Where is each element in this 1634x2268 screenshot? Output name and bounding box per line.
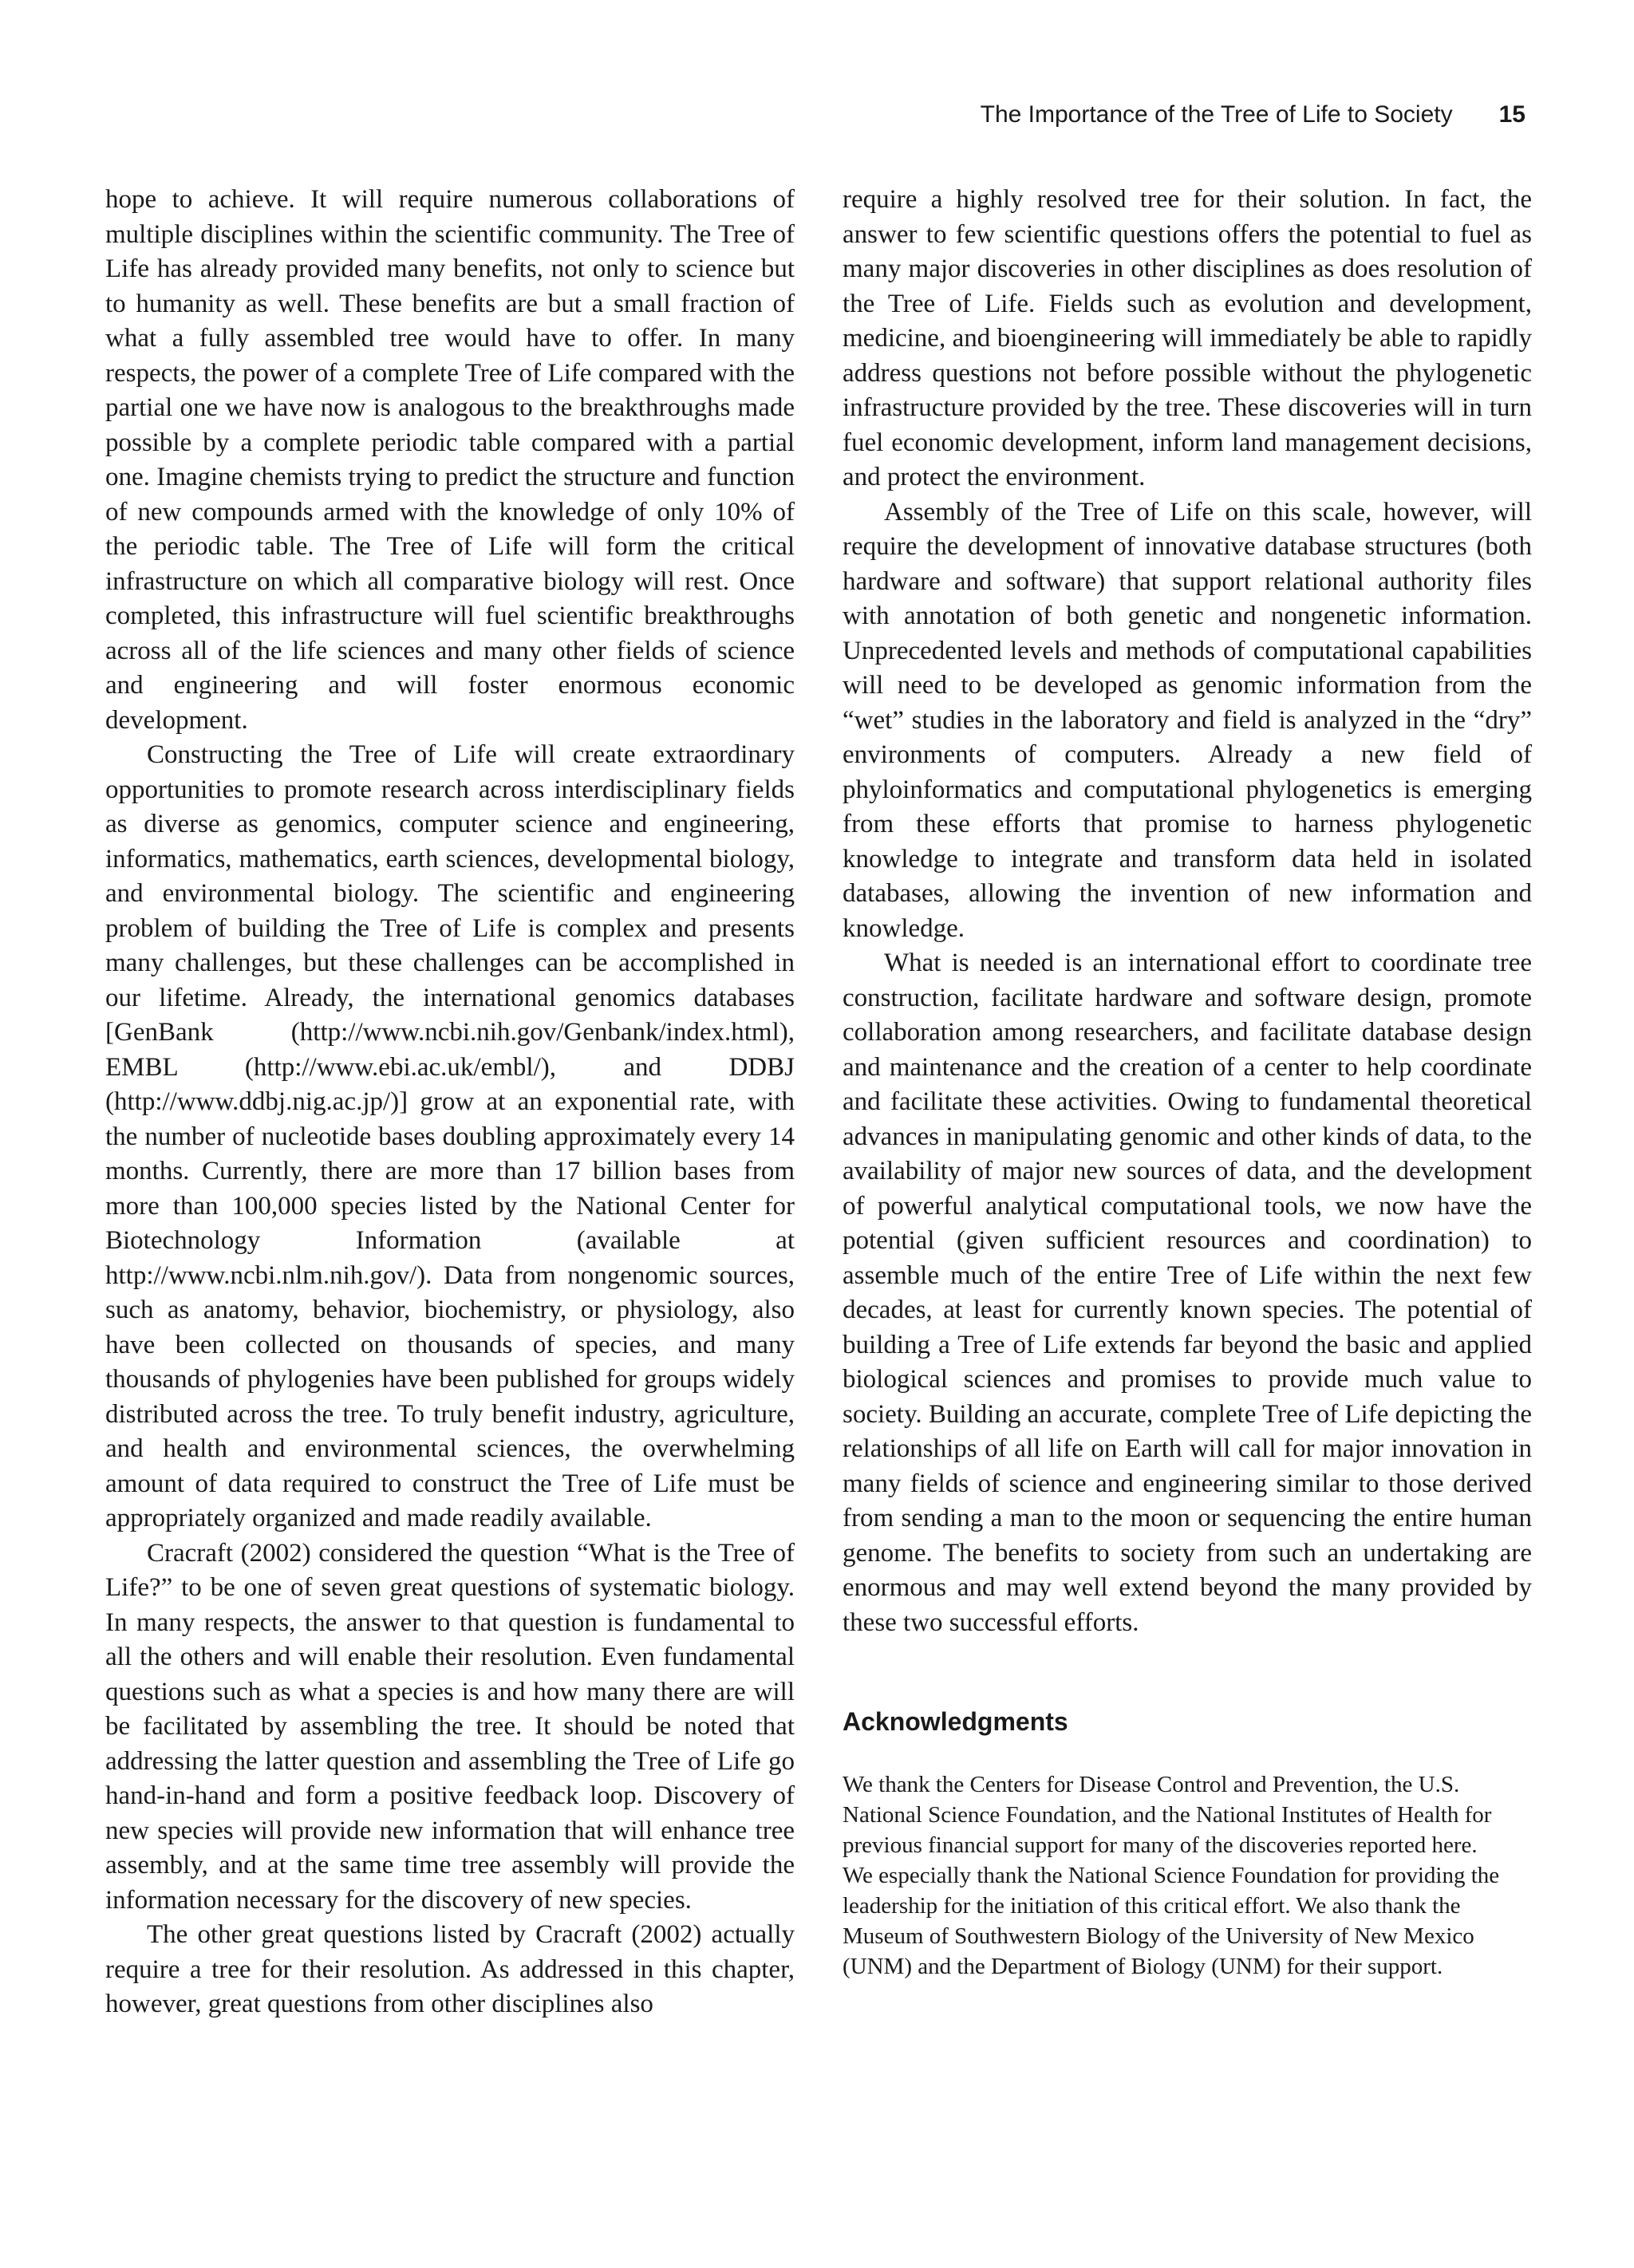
right-column	[843, 183, 1532, 1982]
paragraph: The other great questions listed by Cracraft (2002) actually require a tree for their resolution. As addressed in this chapter, however, great questions from other disciplines also	[105, 1920, 795, 2018]
acknowledgments-text: We thank the Centers for Disease Control and Prevention, the U.S. National Science Foundation, and the National Institutes of Health for previous financial support for many of the discoveries reported here. We especially thank the National Science Foundation for providing the leadership for the initiation of this critical effort. We also thank the Museum of Southwestern Biology of the University of New Mexico (UNM) and the Department of Biology (UNM) for their support.	[843, 1772, 1500, 1979]
running-header	[798, 99, 1525, 131]
paragraph: Cracraft (2002) considered the question “What is the Tree of Life?” to be one of seven great questions of systematic biology. In many respects, the answer to that question is fundamental to all the others and will enable their resolution. Even fundamental questions such as what a species is and how many there are will be facilitated by assembling the tree. It should be noted that addressing the latter question and assembling the Tree of Life go hand-in-hand and form a positive feedback loop. Discovery of new species will provide new information that will enhance tree assembly, and at the same time tree assembly will provide the information necessary for the discovery of new species.	[105, 1538, 795, 1915]
acknowledgments-heading: Acknowledgments	[843, 1707, 1068, 1736]
paragraph: Constructing the Tree of Life will create extraordinary opportunities to promote research across interdisciplinary fields as diverse as genomics, computer science and engineering, informatics, mathematics, earth sciences, developmental biology, and environmental biology. The scientific and engineering problem of building the Tree of Life is complex and presents many challenges, but these challenges can be accomplished in our lifetime. Already, the international genomics databases [GenBank (http://www.ncbi.nih.gov/Genbank/index.html), EMBL (http://www.ebi.ac.uk/embl/), and DDBJ (http://www.ddbj.nig.ac.jp/)] grow at an exponential rate, with the number of nucleotide bases doubling approximately every 14 months. Currently, there are more than 17 billion bases from more than 100,000 species listed by the National Center for Biotechnology Information (available at http://www.ncbi.nlm.nih.gov/). Data from nongenomic sources, such as anatomy, behavior, biochemistry, or physiology, also have been collected on thousands of species, and many thousands of phylogenies have been published for groups widely distributed across the tree. To truly benefit industry, agriculture, and health and environmental sciences, the overwhelming amount of data required to construct the Tree of Life must be appropriately organized and made readily available.	[105, 740, 795, 1532]
paragraph: hope to achieve. It will require numerous collaborations of multiple disciplines within the scientific community. The Tree of Life has already provided many benefits, not only to science but to humanity as well. These benefits are but a small fraction of what a fully assembled tree would have to offer. In many respects, the power of a complete Tree of Life compared with the partial one we have now is analogous to the breakthroughs made possible by a complete periodic table compared with a partial one. Imagine chemists trying to predict the structure and function of new compounds armed with the knowledge of only 10% of the periodic table. The Tree of Life will form the critical infrastructure on which all comparative biology will rest. Once completed, this infrastructure will fuel scientific breakthroughs across all of the life sciences and many other fields of science and engineering and will foster enormous economic development.	[105, 185, 795, 735]
running-title: The Importance of the Tree of Life to Society	[980, 101, 1453, 128]
paragraph: What is needed is an international effort to coordinate tree construction, facilitate hardware and software design, promote collaboration among researchers, and facilitate database design and maintenance and the creation of a center to help coordinate and facilitate these activities. Owing to fundamental theoretical advances in manipulating genomic and other kinds of data, to the availability of major new sources of data, and the development of powerful analytical computational tools, we now have the potential (given sufficient resources and coordination) to assemble much of the entire Tree of Life within the next few decades, at least for currently known species. The potential of building a Tree of Life extends far beyond the basic and applied biological sciences and promises to provide much value to society. Building an accurate, complete Tree of Life depicting the relationships of all life on Earth will call for major innovation in many fields of science and engineering similar to those derived from sending a man to the moon or sequencing the entire human genome. The benefits to society from such an undertaking are enormous and may well extend beyond the many provided by these two successful efforts.	[843, 949, 1532, 1637]
paragraph: Assembly of the Tree of Life on this scale, however, will require the development of innovative database structures (both hardware and software) that support relational authority files with annotation of both genetic and nongenetic information. Unprecedented levels and methods of computational capabilities will need to be developed as genomic information from the “wet” studies in the laboratory and field is analyzed in the “dry” environments of computers. Already a new field of phyloinformatics and computational phylogenetics is emerging from these efforts that promise to harness phylogenetic knowledge to integrate and transform data held in isolated databases, allowing the invention of new information and knowledge.	[843, 497, 1532, 943]
page-number: 15	[1498, 101, 1525, 128]
paragraph: require a highly resolved tree for their solution. In fact, the answer to few scientific questions offers the potential to fuel as many major discoveries in other disciplines as does resolution of the Tree of Life. Fields such as evolution and development, medicine, and bioengineering will immediately be able to rapidly address questions not before possible without the phylogenetic infrastructure provided by the tree. These discoveries will in turn fuel economic development, inform land management decisions, and protect the environment.	[843, 185, 1532, 491]
left-column	[105, 183, 795, 2022]
